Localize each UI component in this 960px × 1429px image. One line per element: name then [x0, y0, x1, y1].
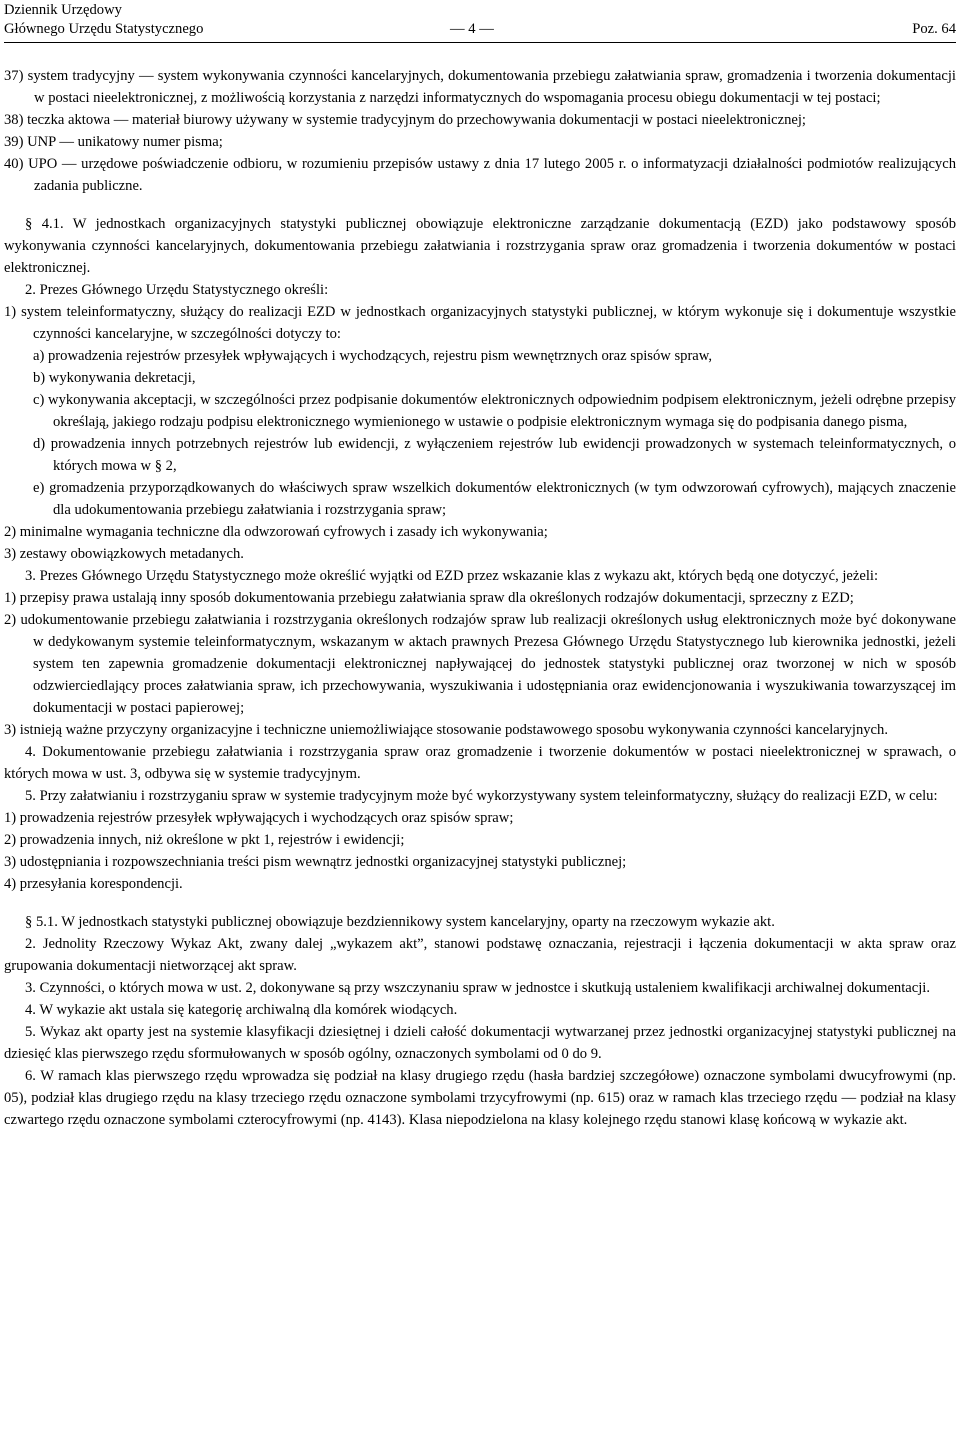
- section-5-para-6: 6. W ramach klas pierwszego rzędu wprowadza się podział na klasy drugiego rzędu (hasła bardziej szczegółowe) oznaczone symbolami dwucyfrowymi (np. 05), podział klas drugiego rzędu na klasy trzeciego rzędu oznaczone symbolami trzycyfrowymi (np. 615) oraz w ramach klas trzeciego rzędu — podział na klasy czwartego rzędu oznaczone symbolami czterocyfrowymi (np. 4143). Klasa niepodzielona na klasy kolejnego rzędu stanowi klasę końcową w wykazie akt.: [4, 1068, 956, 1128]
- section-5-para-5: 5. Wykaz akt oparty jest na systemie klasyfikacji dziesiętnej i dzieli całość dokumentacji wytwarzanej przez jednostki organizacyjnej statystyki publicznej na dziesięć klas pierwszego rzędu sformułowanych w sposób ogólny, oznaczonych symbolami od 0 do 9.: [4, 1024, 956, 1062]
- sub-list-item: a) prowadzenia rejestrów przesyłek wpływających i wychodzących, rejestru pism wewnętrznych oraz spisów spraw,: [33, 348, 713, 364]
- definition-item: 38) teczka aktowa — materiał biurowy używany w systemie tradycyjnym do przechowywania dokumentacji w postaci nieelektronicznej;: [4, 112, 806, 128]
- list-item: 4) przesyłania korespondencji.: [4, 876, 183, 892]
- list-item: 3) zestawy obowiązkowych metadanych.: [4, 546, 244, 562]
- section-5-para-1: § 5.1. W jednostkach statystyki publicznej obowiązuje bezdziennikowy system kancelaryjny, oparty na rzeczowym wykazie akt.: [25, 914, 775, 930]
- list-item: 2) udokumentowanie przebiegu załatwiania i rozstrzygania określonych rodzajów spraw lub realizacji określonych usług elektronicznych może być dokonywane w dedykowanym systemie teleinformatycznym, wskazanym w aktach prawnych Prezesa Głównego Urzędu Statystycznego lub kierownika jednostki, jeżeli system ten zapewnia gromadzenie dokumentacji elektronicznej napływającej do jednostek statystyki publicznej oraz tworzonej w nich w sposób odzwierciedlający proces załatwiania spraw, ich przechowywania, wyszukiwania i udostępniania oraz ewidencjonowania i wyszukiwania towarzyszącej im dokumentacji w postaci papierowej;: [4, 612, 956, 716]
- section-4-para-4: 4. Dokumentowanie przebiegu załatwiania i rozstrzygania spraw oraz gromadzenie i tworzenie dokumentów w postaci nieelektronicznej w sprawach, o których mowa w ust. 3, odbywa się w systemie tradycyjnym.: [4, 744, 956, 782]
- sub-list-item: d) prowadzenia innych potrzebnych rejestrów lub ewidencji, z wyłączeniem rejestrów lub ewidencji prowadzonych w systemach teleinformatycznych, o których mowa w § 2,: [33, 436, 956, 474]
- list-item: 1) prowadzenia rejestrów przesyłek wpływających i wychodzących oraz spisów spraw;: [4, 810, 514, 826]
- list-item: 2) prowadzenia innych, niż określone w pkt 1, rejestrów i ewidencji;: [4, 832, 405, 848]
- section-5-para-3: 3. Czynności, o których mowa w ust. 2, dokonywane są przy wszczynaniu spraw w jednostce i skutkują ustaleniem kwalifikacji archiwalnej dokumentacji.: [25, 980, 930, 996]
- definition-item: 39) UNP — unikatowy numer pisma;: [4, 134, 223, 150]
- list-item: 1) przepisy prawa ustalają inny sposób dokumentowania przebiegu załatwiania spraw dla określonych rodzajów dokumentacji, sprzeczny z EZD;: [4, 590, 854, 606]
- list-item: 2) minimalne wymagania techniczne dla odwzorowań cyfrowych i zasady ich wykonywania;: [4, 524, 548, 540]
- page-number: — 4 —: [450, 21, 494, 37]
- position-number: Poz. 64: [912, 21, 956, 37]
- header-rule: [4, 42, 956, 43]
- document-body: [4, 65, 956, 1131]
- sub-list-item: b) wykonywania dekretacji,: [33, 370, 196, 386]
- document-page: [4, 0, 956, 1128]
- section-5-para-4: 4. W wykazie akt ustala się kategorię archiwalną dla komórek wiodących.: [25, 1002, 458, 1018]
- list-item: 1) system teleinformatyczny, służący do realizacji EZD w jednostkach organizacyjnych statystyki publicznej, w którym wykonuje się i dokumentuje wszystkie czynności kancelaryjne, w szczególności dotyczy to:: [4, 304, 956, 342]
- section-4-para-1: § 4.1. W jednostkach organizacyjnych statystyki publicznej obowiązuje elektroniczne zarządzanie dokumentacją (EZD) jako podstawowy sposób wykonywania czynności kancelaryjnych, dokumentowania przebiegu załatwiania i rozstrzygania spraw oraz gromadzenia i tworzenia dokumentów w postaci elektronicznej.: [4, 216, 956, 276]
- list-item: 3) udostępniania i rozpowszechniania treści pism wewnątrz jednostki organizacyjnej statystyki publicznej;: [4, 854, 627, 870]
- section-4-para-3: 3. Prezes Głównego Urzędu Statystycznego może określić wyjątki od EZD przez wskazanie klas z wykazu akt, których będą one dotyczyć, jeżeli:: [25, 568, 879, 584]
- sub-list-item: c) wykonywania akceptacji, w szczególności przez podpisanie dokumentów elektronicznych odpowiednim podpisem elektronicznym, jeżeli odrębne przepisy określają, jakiego rodzaju podpisu elektronicznego wymienionego w ustawie o podpisie elektronicznym wymaga się do podpisania danego pisma,: [33, 392, 956, 430]
- section-4-para-2: 2. Prezes Głównego Urzędu Statystycznego określi:: [25, 282, 329, 298]
- definition-item: 40) UPO — urzędowe poświadczenie odbioru, w rozumieniu przepisów ustawy z dnia 17 lutego 2005 r. o informatyzacji działalności podmiotów realizujących zadania publiczne.: [4, 156, 956, 194]
- list-item: 3) istnieją ważne przyczyny organizacyjne i techniczne uniemożliwiające stosowanie podstawowego sposobu wykonywania czynności kancelaryjnych.: [4, 722, 888, 738]
- section-4-para-5: 5. Przy załatwianiu i rozstrzyganiu spraw w systemie tradycyjnym może być wykorzystywany system teleinformatyczny, służący do realizacji EZD, w celu:: [25, 788, 938, 804]
- definition-item: 37) system tradycyjny — system wykonywania czynności kancelaryjnych, dokumentowania przebiegu załatwiania spraw, gromadzenia i tworzenia dokumentacji w postaci nieelektronicznej, z możliwością korzystania z narzędzi informatycznych do wspomagania procesu obiegu dokumentacji w tej postaci;: [4, 68, 956, 106]
- section-5-para-2: 2. Jednolity Rzeczowy Wykaz Akt, zwany dalej „wykazem akt”, stanowi podstawę oznaczania, rejestracji i łączenia dokumentacji w akta spraw oraz grupowania dokumentacji nietworzącej akt spraw.: [4, 936, 956, 974]
- journal-title: Dziennik Urzędowy Głównego Urzędu Statystycznego: [4, 2, 204, 37]
- sub-list-item: e) gromadzenia przyporządkowanych do właściwych spraw wszelkich dokumentów elektronicznych (w tym odwzorowań cyfrowych), mających znaczenie dla udokumentowania przebiegu załatwiania i rozstrzygania spraw;: [33, 480, 956, 518]
- page-header: [4, 0, 956, 44]
